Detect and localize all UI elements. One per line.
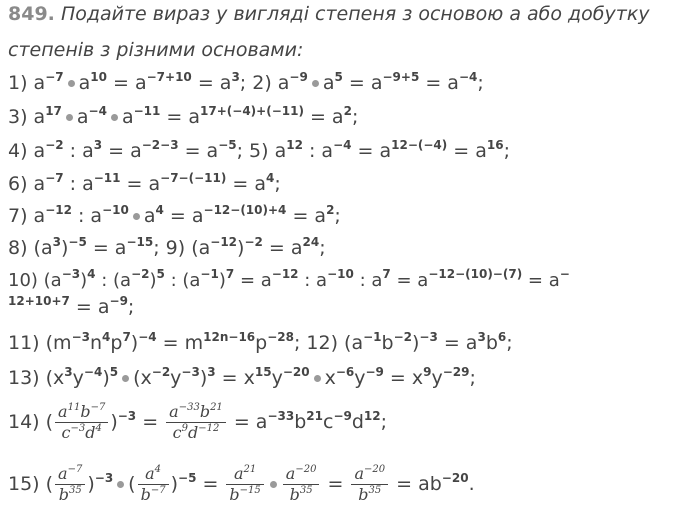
exponent: −9 bbox=[289, 70, 308, 84]
text: y bbox=[354, 367, 366, 389]
exponent: −3 bbox=[70, 423, 86, 434]
exponent: −33 bbox=[178, 402, 200, 413]
text: ) bbox=[130, 332, 139, 354]
var: d bbox=[187, 423, 199, 442]
exponent: −2 bbox=[151, 365, 171, 379]
exponent: −2 bbox=[393, 330, 412, 344]
fraction bbox=[55, 464, 85, 505]
text: ) bbox=[218, 270, 226, 291]
solution-line-4-5 bbox=[8, 138, 510, 164]
text: : a bbox=[353, 270, 383, 291]
text: 8) (a bbox=[8, 237, 53, 259]
exponent: −7 bbox=[45, 171, 64, 185]
exponent: 7 bbox=[382, 267, 391, 281]
exponent: 7 bbox=[225, 267, 235, 281]
text: ) bbox=[80, 270, 88, 291]
exponent: −2 bbox=[244, 235, 263, 249]
var: b bbox=[199, 402, 211, 421]
exponent: 15 bbox=[254, 365, 272, 379]
text: ) bbox=[102, 367, 110, 389]
text: a bbox=[121, 106, 134, 128]
exponent: −7 bbox=[45, 70, 64, 84]
fraction bbox=[55, 402, 108, 443]
exponent: −4 bbox=[458, 70, 478, 84]
text: = a bbox=[178, 140, 219, 162]
text: ) bbox=[87, 473, 95, 495]
exponent: −7 bbox=[150, 485, 166, 496]
var: b bbox=[229, 485, 240, 504]
exponent: 4 bbox=[95, 423, 102, 434]
text: ; 9) (a bbox=[153, 237, 211, 259]
exponent: 4 bbox=[265, 171, 275, 185]
text: p bbox=[255, 332, 268, 354]
exponent: −4 bbox=[138, 330, 157, 344]
solution-line-11-12 bbox=[8, 330, 513, 356]
exponent: 16 bbox=[486, 138, 504, 152]
exponent: 2 bbox=[326, 203, 335, 217]
text: = a bbox=[160, 106, 201, 128]
exponent: 4 bbox=[102, 330, 111, 344]
fraction bbox=[166, 402, 226, 443]
text: = a bbox=[106, 72, 147, 94]
text: y bbox=[271, 367, 283, 389]
multiply-dot bbox=[68, 80, 75, 87]
exponent: 12+10+7 bbox=[8, 294, 70, 308]
exponent: −3 bbox=[117, 409, 137, 423]
text: = a bbox=[390, 270, 429, 291]
exponent: −20 bbox=[363, 464, 386, 475]
var: b bbox=[58, 485, 69, 504]
text: ; bbox=[469, 367, 476, 389]
exponent: 6 bbox=[497, 330, 507, 344]
exercise-instruction-line1: Подайте вираз у вигляді степеня з основою a або добутку bbox=[60, 3, 650, 25]
text: a bbox=[76, 106, 89, 128]
var: a bbox=[145, 464, 155, 483]
text: n bbox=[89, 332, 103, 354]
text: x bbox=[324, 367, 336, 389]
var: a bbox=[169, 402, 179, 421]
text: ) bbox=[170, 473, 179, 495]
exponent: 4 bbox=[154, 464, 162, 475]
exponent: −7 bbox=[90, 402, 106, 413]
text: = a bbox=[234, 270, 272, 291]
text: 14) ( bbox=[8, 411, 54, 433]
exponent: 4 bbox=[87, 267, 96, 281]
exponent: 9 bbox=[423, 365, 432, 379]
exponent: 7 bbox=[122, 330, 131, 344]
solution-line-1-2 bbox=[8, 70, 484, 96]
exponent: 5 bbox=[156, 267, 165, 281]
text: : (a bbox=[95, 270, 132, 291]
exponent: 17+(−4)+(−11) bbox=[200, 104, 304, 118]
exponent: −4 bbox=[333, 138, 352, 152]
text: = a bbox=[226, 173, 266, 195]
exponent: 24 bbox=[302, 235, 320, 249]
text: = a bbox=[303, 106, 344, 128]
text: ; bbox=[319, 237, 326, 259]
exponent: −3 bbox=[61, 267, 81, 281]
text: = a bbox=[419, 72, 459, 94]
exponent: 12−(−4) bbox=[391, 138, 448, 152]
fraction bbox=[351, 464, 388, 505]
text: : a bbox=[63, 173, 94, 195]
text: 15) ( bbox=[8, 473, 54, 495]
text: ) bbox=[237, 237, 245, 259]
multiply-dot bbox=[312, 80, 319, 87]
solution-line-10 bbox=[8, 268, 570, 294]
exponent: −9 bbox=[365, 365, 384, 379]
var: c bbox=[172, 423, 182, 442]
text: ; bbox=[477, 72, 484, 94]
exponent: −2−3 bbox=[141, 138, 179, 152]
var: a bbox=[58, 464, 68, 483]
exponent: 17 bbox=[45, 104, 62, 118]
text: ) bbox=[60, 237, 69, 259]
exponent: −10 bbox=[102, 203, 129, 217]
exponent: −9 bbox=[333, 409, 352, 423]
text: = a bbox=[342, 72, 383, 94]
text: = a bbox=[102, 140, 142, 162]
text: 10) (a bbox=[8, 270, 62, 291]
exponent: −3 bbox=[71, 330, 90, 344]
text: ; bbox=[274, 173, 281, 195]
text: ; bbox=[127, 296, 135, 318]
text: d bbox=[351, 411, 364, 433]
text: : (a bbox=[164, 270, 201, 291]
exponent: −15 bbox=[239, 485, 261, 496]
text: : a bbox=[298, 270, 328, 291]
exponent: 12 bbox=[286, 138, 303, 152]
multiply-dot bbox=[111, 114, 118, 121]
text: = bbox=[196, 473, 225, 495]
text: 1) a bbox=[8, 72, 46, 94]
text: . bbox=[468, 473, 475, 495]
multiply-dot bbox=[117, 481, 124, 488]
exponent: 3 bbox=[207, 365, 216, 379]
exponent: −12−(10)+4 bbox=[203, 203, 287, 217]
exponent: 3 bbox=[93, 138, 103, 152]
solution-line-13 bbox=[8, 365, 476, 391]
text: ; bbox=[506, 332, 513, 354]
exponent: 3 bbox=[64, 365, 73, 379]
text: b bbox=[294, 411, 307, 433]
text: b bbox=[485, 332, 498, 354]
exponent: 2 bbox=[343, 104, 352, 118]
exponent: −7−(−11) bbox=[160, 171, 227, 185]
exponent: 21 bbox=[243, 464, 257, 475]
multiply-dot bbox=[314, 375, 321, 382]
solution-line-8-9 bbox=[8, 235, 326, 261]
text: = ab bbox=[390, 473, 442, 495]
exponent: −1 bbox=[200, 267, 219, 281]
var: a bbox=[354, 464, 364, 483]
exercise-instruction-line2: степенів з різними основами: bbox=[8, 39, 304, 61]
text: ; bbox=[334, 205, 341, 227]
multiply-dot bbox=[133, 213, 140, 220]
text: = a bbox=[69, 296, 110, 318]
exponent: 21 bbox=[306, 409, 323, 423]
text: = a bbox=[227, 411, 268, 433]
text: 6) a bbox=[8, 173, 46, 195]
text: = a bbox=[522, 270, 560, 291]
text: c bbox=[322, 411, 334, 433]
exponent: −9+5 bbox=[382, 70, 420, 84]
exponent: −5 bbox=[68, 235, 87, 249]
text: = a bbox=[447, 140, 487, 162]
text: = a bbox=[286, 205, 327, 227]
var: b bbox=[80, 402, 91, 421]
solution-line-7 bbox=[8, 203, 341, 229]
text: = m bbox=[156, 332, 204, 354]
text: 7) a bbox=[8, 205, 46, 227]
text: ; bbox=[380, 411, 388, 433]
exponent: −2 bbox=[131, 267, 150, 281]
exponent: −20 bbox=[441, 471, 469, 485]
text: a bbox=[78, 72, 91, 94]
number-dot: . bbox=[47, 3, 55, 25]
text: 4) a bbox=[8, 140, 46, 162]
exponent: −29 bbox=[442, 365, 470, 379]
text: ; 2) a bbox=[239, 72, 290, 94]
text: : a bbox=[63, 140, 94, 162]
exponent: −3 bbox=[181, 365, 200, 379]
text: y bbox=[170, 367, 182, 389]
exponent: −3 bbox=[419, 330, 438, 344]
exponent: −7 bbox=[67, 464, 83, 475]
exponent: 35 bbox=[368, 485, 382, 496]
exponent: −12 bbox=[45, 203, 72, 217]
exponent: −6 bbox=[335, 365, 355, 379]
exponent: 3 bbox=[477, 330, 486, 344]
exponent: −12−(10)−(7) bbox=[428, 267, 523, 281]
text: ; 5) a bbox=[236, 140, 287, 162]
text: 11) (m bbox=[8, 332, 72, 354]
exponent: −1 bbox=[363, 330, 382, 344]
exponent: −11 bbox=[93, 171, 121, 185]
exponent: −12 bbox=[271, 267, 299, 281]
text: a bbox=[322, 72, 335, 94]
text: = x bbox=[215, 367, 255, 389]
solution-line-6 bbox=[8, 171, 281, 197]
solution-line-14 bbox=[8, 400, 387, 444]
exponent: −4 bbox=[88, 104, 107, 118]
var: d bbox=[85, 423, 96, 442]
var: a bbox=[233, 464, 244, 483]
text: ; bbox=[351, 106, 359, 128]
exponent: −4 bbox=[83, 365, 103, 379]
exponent: −5 bbox=[218, 138, 237, 152]
text: y bbox=[431, 367, 443, 389]
text: ) bbox=[110, 411, 118, 433]
text: : a bbox=[302, 140, 334, 162]
solution-line-10-continued bbox=[8, 294, 134, 320]
text: b bbox=[381, 332, 394, 354]
text: = a bbox=[351, 140, 392, 162]
exponent: −28 bbox=[267, 330, 294, 344]
exponent: −33 bbox=[267, 409, 295, 423]
var: b bbox=[140, 485, 151, 504]
text: ; 12) (a bbox=[293, 332, 364, 354]
exponent: −20 bbox=[282, 365, 310, 379]
var: c bbox=[61, 423, 71, 442]
text: = a bbox=[163, 205, 204, 227]
text: : a bbox=[71, 205, 103, 227]
text: p bbox=[110, 332, 123, 354]
exponent: − bbox=[559, 267, 570, 281]
text: = bbox=[136, 411, 165, 433]
var: b bbox=[358, 485, 369, 504]
text: = a bbox=[437, 332, 478, 354]
text: = bbox=[321, 473, 350, 495]
exponent: 3 bbox=[231, 70, 240, 84]
exponent: 3 bbox=[52, 235, 61, 249]
text: 13) (x bbox=[8, 367, 65, 389]
exponent: 5 bbox=[334, 70, 343, 84]
exponent: 35 bbox=[68, 485, 82, 496]
text: ; bbox=[503, 140, 511, 162]
multiply-dot bbox=[270, 481, 277, 488]
exponent: −5 bbox=[178, 471, 197, 485]
text: ) bbox=[199, 367, 208, 389]
text: y bbox=[72, 367, 84, 389]
exponent: 35 bbox=[299, 485, 313, 496]
solution-line-15 bbox=[8, 462, 475, 506]
text: = a bbox=[191, 72, 232, 94]
text: (x bbox=[133, 367, 152, 389]
fraction bbox=[226, 464, 263, 505]
exponent: 11 bbox=[67, 402, 81, 413]
text: = a bbox=[262, 237, 303, 259]
exponent: 5 bbox=[109, 365, 119, 379]
text: 3) a bbox=[8, 106, 46, 128]
fraction bbox=[283, 464, 320, 505]
exponent: −3 bbox=[94, 471, 114, 485]
text: = a bbox=[120, 173, 161, 195]
exponent: −11 bbox=[133, 104, 161, 118]
text: ) bbox=[411, 332, 420, 354]
exponent: 12n−16 bbox=[203, 330, 256, 344]
exponent: −10 bbox=[327, 267, 354, 281]
exponent: 4 bbox=[155, 203, 164, 217]
exponent: 21 bbox=[210, 402, 223, 413]
text: ) bbox=[149, 270, 157, 291]
exponent: −12 bbox=[210, 235, 238, 249]
exponent: −12 bbox=[198, 423, 220, 434]
exponent: 9 bbox=[181, 423, 188, 434]
text: = a bbox=[86, 237, 127, 259]
exercise-number: 849 bbox=[8, 3, 48, 25]
exponent: 10 bbox=[90, 70, 107, 84]
var: a bbox=[58, 402, 68, 421]
exponent: −2 bbox=[45, 138, 64, 152]
exponent: 12 bbox=[363, 409, 381, 423]
text: ( bbox=[128, 473, 136, 495]
exercise-heading bbox=[8, 2, 650, 26]
exponent: −20 bbox=[295, 464, 317, 475]
text: a bbox=[143, 205, 156, 227]
var: b bbox=[289, 485, 300, 504]
exponent: −9 bbox=[109, 294, 128, 308]
var: a bbox=[285, 464, 296, 483]
multiply-dot bbox=[66, 114, 73, 121]
fraction bbox=[138, 464, 169, 505]
exponent: −15 bbox=[126, 235, 154, 249]
exponent: −7+10 bbox=[146, 70, 192, 84]
solution-line-3 bbox=[8, 104, 358, 130]
text: = x bbox=[383, 367, 424, 389]
multiply-dot bbox=[122, 375, 129, 382]
